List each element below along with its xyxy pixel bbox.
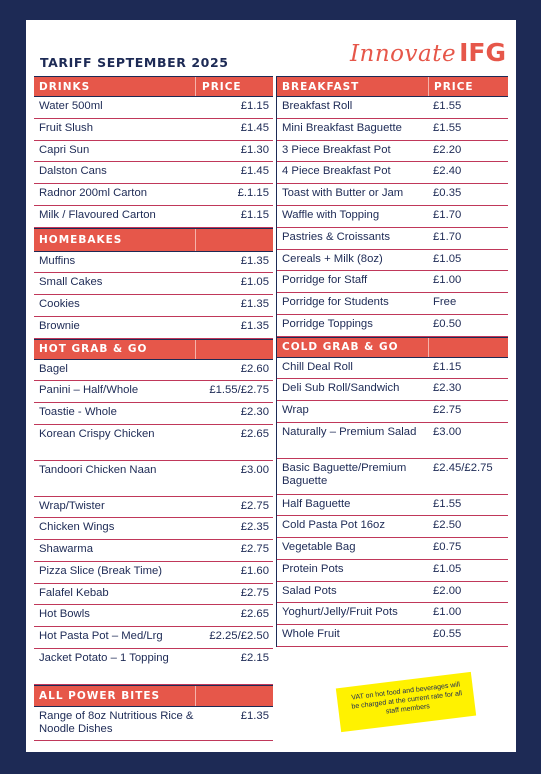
item-name: Bagel bbox=[39, 362, 68, 375]
menu-row bbox=[34, 605, 273, 627]
item-name: Hot Bowls bbox=[39, 608, 90, 620]
item-price: £2.40 bbox=[433, 165, 462, 177]
item-name: Breakfast Roll bbox=[282, 100, 353, 112]
menu-row bbox=[277, 560, 508, 582]
item-price: £1.00 bbox=[433, 274, 462, 286]
menu-row bbox=[34, 360, 273, 382]
price-column-blank bbox=[195, 686, 273, 706]
section-title: HOMEBAKES bbox=[39, 233, 123, 246]
menu-row bbox=[277, 206, 508, 228]
item-name: Capri Sun bbox=[39, 143, 90, 156]
menu-row bbox=[34, 540, 273, 562]
drinks-header bbox=[34, 76, 273, 97]
item-name: Chicken Wings bbox=[39, 521, 115, 533]
item-name: Mini Breakfast Baguette bbox=[282, 121, 402, 134]
menu-row bbox=[34, 381, 273, 403]
item-price: £1.45 bbox=[240, 165, 269, 177]
item-name: Basic Baguette/Premium Baguette bbox=[282, 461, 407, 487]
item-price: £1.00 bbox=[433, 606, 462, 618]
item-name: Pastries & Croissants bbox=[282, 230, 390, 243]
item-price: £2.30 bbox=[240, 406, 269, 418]
breakfast-header bbox=[277, 76, 508, 97]
item-price: £1.15 bbox=[240, 208, 269, 221]
menu-row bbox=[277, 459, 508, 495]
tariff-sheet bbox=[26, 20, 516, 752]
item-price: £1.70 bbox=[433, 208, 462, 221]
item-price: £2.45/£2.75 bbox=[433, 461, 493, 474]
page-title: TARIFF SEPTEMBER 2025 bbox=[40, 55, 229, 70]
item-price: £2.30 bbox=[433, 382, 462, 394]
menu-row bbox=[34, 562, 273, 584]
item-name: Whole Fruit bbox=[282, 628, 340, 640]
item-name: Waffle with Topping bbox=[282, 208, 380, 221]
item-price: £0.75 bbox=[433, 541, 462, 553]
item-name: Wrap/Twister bbox=[39, 499, 105, 512]
item-price: £1.15 bbox=[240, 100, 269, 112]
item-name: Panini – Half/Whole bbox=[39, 384, 139, 396]
item-name: Cereals + Milk (8oz) bbox=[282, 252, 383, 265]
item-price: £2.65 bbox=[240, 608, 269, 620]
item-name: Pizza Slice (Break Time) bbox=[39, 564, 163, 577]
menu-row bbox=[277, 582, 508, 604]
menu-row bbox=[277, 293, 508, 315]
menu-row bbox=[277, 516, 508, 538]
menu-row bbox=[34, 184, 273, 206]
item-price: £1.05 bbox=[433, 562, 462, 575]
item-price: £1.45 bbox=[240, 121, 269, 134]
item-price: £1.55 bbox=[433, 497, 462, 510]
item-name: Muffins bbox=[39, 254, 76, 267]
item-name: Yoghurt/Jelly/Fruit Pots bbox=[282, 606, 398, 618]
menu-row bbox=[34, 317, 273, 339]
item-price: £1.60 bbox=[240, 564, 269, 577]
menu-row bbox=[34, 119, 273, 141]
menu-row bbox=[277, 141, 508, 163]
item-name: Milk / Flavoured Carton bbox=[39, 208, 156, 221]
item-name: Water 500ml bbox=[39, 100, 103, 112]
menu-row bbox=[34, 403, 273, 425]
menu-row bbox=[34, 141, 273, 163]
section-title: COLD GRAB & GO bbox=[282, 341, 399, 353]
logo-ifg-text: IFG bbox=[459, 38, 506, 67]
menu-row bbox=[277, 119, 508, 141]
item-price: £2.50 bbox=[433, 519, 462, 531]
item-name: Hot Pasta Pot – Med/Lrg bbox=[39, 630, 163, 642]
menu-row bbox=[34, 273, 273, 295]
item-price: £2.75 bbox=[240, 543, 269, 555]
item-price: £0.50 bbox=[433, 317, 462, 330]
homebakes-header bbox=[34, 228, 273, 252]
menu-row bbox=[277, 538, 508, 560]
logo-script-text: Innovate bbox=[349, 41, 457, 67]
item-price: £2.20 bbox=[433, 143, 462, 156]
item-name: Salad Pots bbox=[282, 584, 337, 597]
section-title: DRINKS bbox=[39, 80, 91, 93]
item-price: £1.55 bbox=[433, 121, 462, 134]
item-name: Radnor 200ml Carton bbox=[39, 187, 148, 199]
cold-grab-go-header bbox=[277, 337, 508, 358]
item-name: Chill Deal Roll bbox=[282, 360, 353, 373]
menu-row bbox=[34, 627, 273, 649]
price-column-blank bbox=[195, 340, 273, 359]
menu-row bbox=[34, 97, 273, 119]
item-price: £1.35 bbox=[240, 298, 269, 310]
item-name: Tandoori Chicken Naan bbox=[39, 463, 157, 476]
item-name: Toastie - Whole bbox=[39, 406, 117, 418]
item-price: £1.55/£2.75 bbox=[209, 384, 269, 396]
price-column-blank bbox=[428, 338, 508, 357]
item-price: £1.35 bbox=[240, 254, 269, 267]
item-name: Brownie bbox=[39, 319, 80, 332]
item-price: £1.05 bbox=[433, 252, 462, 265]
item-name: Shawarma bbox=[39, 543, 93, 555]
item-name: Range of 8oz Nutritious Rice & Noodle Dishes bbox=[39, 709, 194, 735]
menu-row bbox=[277, 603, 508, 625]
item-name: Falafel Kebab bbox=[39, 586, 109, 599]
item-name: Dalston Cans bbox=[39, 165, 107, 177]
item-name: Protein Pots bbox=[282, 562, 344, 575]
item-price: £1.15 bbox=[433, 360, 462, 373]
item-name: Wrap bbox=[282, 404, 309, 416]
menu-row bbox=[34, 206, 273, 228]
menu-row bbox=[34, 584, 273, 606]
item-name: Porridge for Staff bbox=[282, 274, 368, 286]
section-title: BREAKFAST bbox=[282, 80, 360, 93]
price-column-header: PRICE bbox=[195, 77, 273, 96]
menu-row bbox=[277, 271, 508, 293]
menu-row bbox=[34, 461, 273, 497]
item-price: £1.55 bbox=[433, 100, 462, 112]
section-title: ALL POWER BITES bbox=[39, 689, 161, 702]
menu-row bbox=[277, 401, 508, 423]
price-column-blank bbox=[195, 229, 273, 251]
item-price: £1.05 bbox=[240, 276, 269, 288]
item-price: £.1.15 bbox=[237, 187, 269, 199]
item-price: £2.35 bbox=[240, 521, 269, 533]
menu-row bbox=[34, 649, 273, 685]
item-price: £3.00 bbox=[240, 463, 269, 476]
item-price: Free bbox=[433, 296, 457, 308]
menu-row bbox=[277, 184, 508, 206]
menu-row bbox=[277, 495, 508, 517]
item-price: £3.00 bbox=[433, 425, 462, 438]
item-price: £1.70 bbox=[433, 230, 462, 243]
menu-row bbox=[277, 97, 508, 119]
item-price: £1.35 bbox=[240, 319, 269, 332]
item-name: Half Baguette bbox=[282, 497, 351, 510]
menu-row bbox=[277, 315, 508, 337]
menu-row bbox=[277, 423, 508, 459]
menu-row bbox=[34, 497, 273, 519]
item-name: Deli Sub Roll/Sandwich bbox=[282, 382, 400, 394]
menu-row bbox=[34, 295, 273, 317]
item-name: Fruit Slush bbox=[39, 121, 93, 134]
item-price: £2.15 bbox=[240, 651, 269, 664]
section-title: HOT GRAB & GO bbox=[39, 343, 148, 355]
menu-row bbox=[277, 379, 508, 401]
item-price: £2.60 bbox=[240, 362, 269, 375]
item-price: £2.65 bbox=[240, 427, 269, 440]
menu-row bbox=[34, 252, 273, 274]
menu-row bbox=[34, 518, 273, 540]
item-name: Jacket Potato – 1 Topping bbox=[39, 651, 169, 664]
item-name: 4 Piece Breakfast Pot bbox=[282, 165, 391, 177]
menu-row bbox=[34, 162, 273, 184]
item-name: Cookies bbox=[39, 298, 80, 310]
item-name: 3 Piece Breakfast Pot bbox=[282, 143, 391, 156]
menu-row bbox=[277, 358, 508, 380]
left-column bbox=[34, 76, 273, 741]
item-price: £2.75 bbox=[240, 586, 269, 599]
menu-row bbox=[34, 707, 273, 741]
menu-row bbox=[277, 625, 508, 647]
item-price: £2.75 bbox=[433, 404, 462, 416]
right-column bbox=[276, 76, 508, 647]
item-price: £2.25/£2.50 bbox=[209, 630, 269, 642]
item-price: £2.75 bbox=[240, 499, 269, 512]
item-name: Small Cakes bbox=[39, 276, 103, 288]
price-column-header: PRICE bbox=[428, 77, 508, 96]
item-name: Porridge for Students bbox=[282, 296, 389, 308]
menu-row bbox=[34, 425, 273, 461]
power-bites-header bbox=[34, 685, 273, 707]
item-name: Korean Crispy Chicken bbox=[39, 427, 155, 440]
item-price: £0.55 bbox=[433, 628, 462, 640]
hot-grab-go-header bbox=[34, 339, 273, 360]
item-name: Cold Pasta Pot 16oz bbox=[282, 519, 385, 531]
innovate-ifg-logo bbox=[350, 38, 506, 67]
item-price: £1.35 bbox=[240, 709, 269, 722]
vat-note-sticker: VAT on hot food and beverages will be charged at the current rate for all staff members bbox=[336, 672, 476, 732]
item-price: £1.30 bbox=[240, 143, 269, 156]
menu-row bbox=[277, 250, 508, 272]
menu-row bbox=[277, 228, 508, 250]
item-name: Vegetable Bag bbox=[282, 541, 356, 553]
item-price: £0.35 bbox=[433, 187, 462, 199]
item-price: £2.00 bbox=[433, 584, 462, 597]
item-name: Porridge Toppings bbox=[282, 317, 373, 330]
menu-row bbox=[277, 162, 508, 184]
item-name: Naturally – Premium Salad bbox=[282, 425, 417, 438]
item-name: Toast with Butter or Jam bbox=[282, 187, 404, 199]
